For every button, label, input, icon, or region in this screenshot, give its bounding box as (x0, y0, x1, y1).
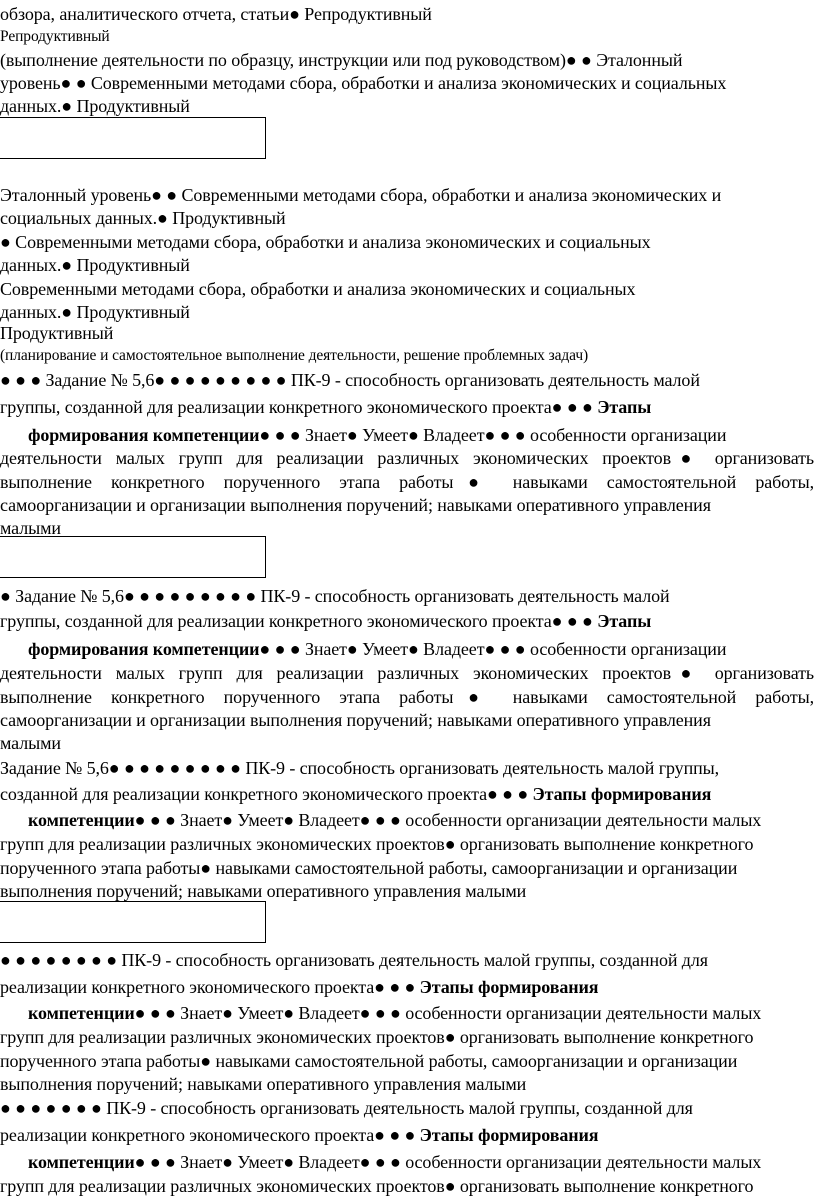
text-line: групп для реализации различных экономических проектов● организовать выполнение конкретного (0, 1176, 754, 1196)
text-line: группы, созданной для реализации конкретного экономического проекта● ● ● Этапы (0, 611, 652, 631)
text-line: порученного этапа работы● навыками самостоятельной работы, самоорганизации и организации (0, 858, 738, 878)
text-line: выполнения поручений; навыками оперативного управления малыми (0, 881, 527, 901)
empty-field-box (0, 536, 266, 578)
text-line: ● ● ● ● ● ● ● ● ПК-9 - способность организовать деятельность малой группы, созданной для (0, 950, 708, 970)
text-line: порученного этапа работы● навыками самостоятельной работы, самоорганизации и организации (0, 1051, 738, 1071)
empty-field-box (0, 117, 266, 159)
text-line: малыми (0, 518, 61, 538)
text-line: выполнение конкретного порученного этапа работы● навыками самостоятельной работы, (0, 472, 814, 492)
text-line: ● ● ● Задание № 5,6● ● ● ● ● ● ● ● ● ПК-9 - способность организовать деятельность малой (0, 370, 700, 390)
text-line: реализации конкретного экономического проекта● ● ● Этапы формирования (0, 977, 599, 997)
empty-field-box (0, 901, 266, 943)
text-line: деятельности малых групп для реализации различных экономических проектов● организовать (0, 448, 814, 468)
text-line: Задание № 5,6● ● ● ● ● ● ● ● ● ПК-9 - способность организовать деятельность малой группы, (0, 758, 720, 778)
text-line: социальных данных.● Продуктивный (0, 208, 286, 228)
text-line: Продуктивный (0, 323, 114, 343)
text-line: уровень● ● Современными методами сбора, обработки и анализа экономических и социальных (0, 73, 727, 93)
text-line: данных.● Продуктивный (0, 96, 190, 116)
text-line: Эталонный уровень● ● Современными методами сбора, обработки и анализа экономических и (0, 185, 722, 205)
text-line: выполнения поручений; навыками оперативного управления малыми (0, 1074, 527, 1094)
text-line: деятельности малых групп для реализации различных экономических проектов● организовать (0, 663, 814, 683)
text-line: обзора, аналитического отчета, статьи● Репродуктивный (0, 4, 432, 24)
text-line: ● ● ● ● ● ● ● ПК-9 - способность организовать деятельность малой группы, созданной для (0, 1098, 693, 1118)
text-line: данных.● Продуктивный (0, 302, 190, 322)
text-line: группы, созданной для реализации конкретного экономического проекта● ● ● Этапы (0, 397, 652, 417)
text-line: созданной для реализации конкретного экономического проекта● ● ● Этапы формирования (0, 784, 712, 804)
text-line: самоорганизации и организации выполнения поручений; навыками оперативного управления (0, 710, 711, 730)
text-line: малыми (0, 733, 61, 753)
text-line: реализации конкретного экономического проекта● ● ● Этапы формирования (0, 1125, 599, 1145)
text-line: групп для реализации различных экономических проектов● организовать выполнение конкретного (0, 834, 754, 854)
text-line: самоорганизации и организации выполнения поручений; навыками оперативного управления (0, 495, 711, 515)
text-line: (выполнение деятельности по образцу, инструкции или под руководством)● ● Эталонный (0, 50, 683, 70)
text-line: ● Современными методами сбора, обработки и анализа экономических и социальных (0, 232, 651, 252)
text-line: компетенции● ● ● Знает● Умеет● Владеет● ● ● особенности организации деятельности малых (28, 1003, 762, 1023)
text-line: Репродуктивный (0, 28, 110, 45)
text-line: формирования компетенции● ● ● Знает● Умеет● Владеет● ● ● особенности организации (28, 425, 727, 445)
text-line: компетенции● ● ● Знает● Умеет● Владеет● ● ● особенности организации деятельности малых (28, 810, 762, 830)
text-line: ● Задание № 5,6● ● ● ● ● ● ● ● ● ПК-9 - способность организовать деятельность малой (0, 586, 670, 606)
text-line: данных.● Продуктивный (0, 255, 190, 275)
text-line: Современными методами сбора, обработки и анализа экономических и социальных (0, 279, 636, 299)
text-line: групп для реализации различных экономических проектов● организовать выполнение конкретного (0, 1027, 754, 1047)
text-line: выполнение конкретного порученного этапа работы● навыками самостоятельной работы, (0, 687, 814, 707)
text-line: компетенции● ● ● Знает● Умеет● Владеет● ● ● особенности организации деятельности малых (28, 1152, 762, 1172)
text-line: (планирование и самостоятельное выполнение деятельности, решение проблемных задач) (0, 347, 589, 364)
text-line: формирования компетенции● ● ● Знает● Умеет● Владеет● ● ● особенности организации (28, 639, 727, 659)
